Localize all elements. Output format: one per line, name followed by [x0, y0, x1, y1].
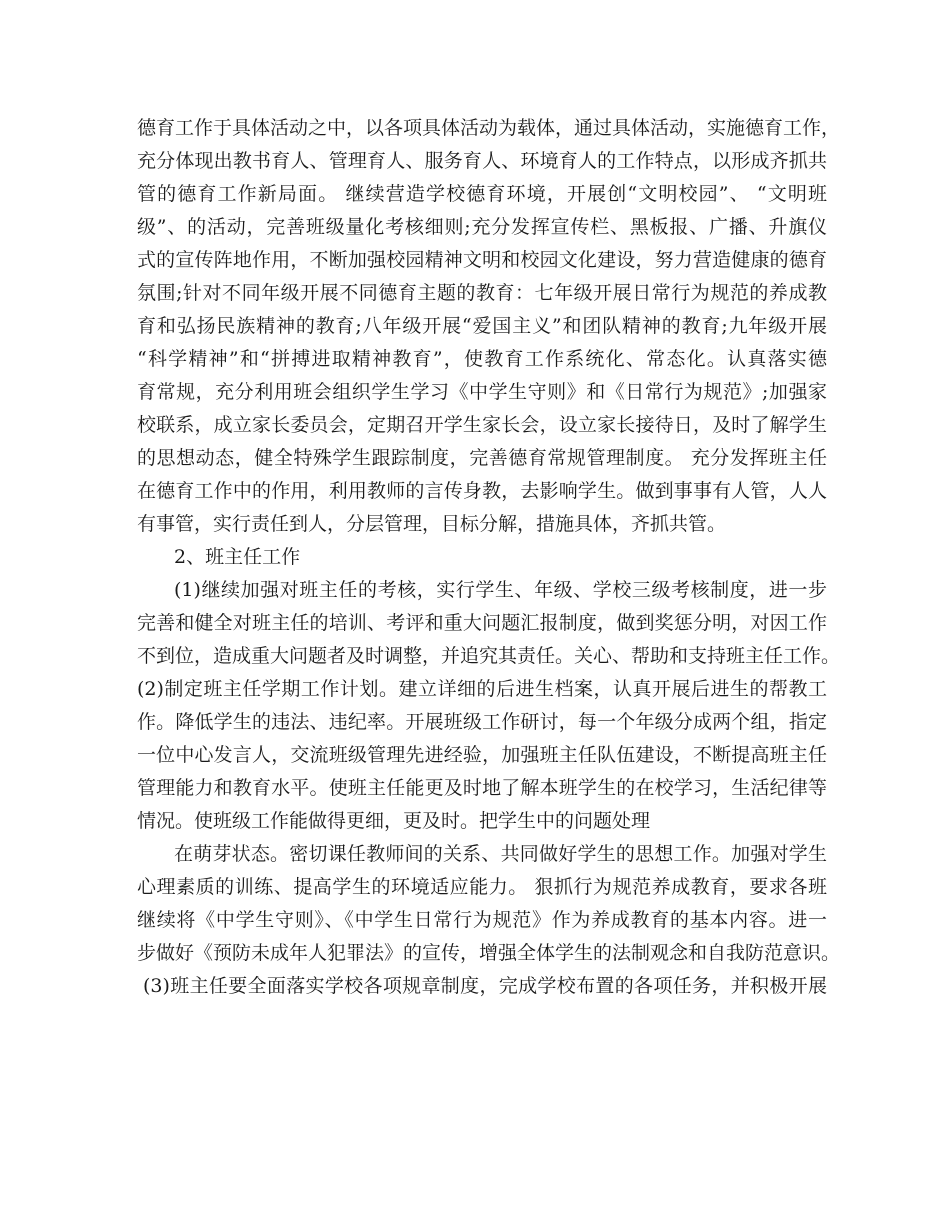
text-line: (3)班主任要全面落实学校各项规章制度，完成学校布置的各项任务，并积极开展 [143, 975, 827, 997]
text-line: 有事管，实行责任到人，分层管理，目标分解，措施具体，齐抓共管。 [137, 513, 727, 535]
text-line: 管的德育工作新局面。 继续营造学校德育环境，开展创“文明校园”、 “文明班 [137, 183, 827, 205]
section-heading: 2、班主任工作 [174, 546, 301, 568]
text-line: 育常规，充分利用班会组织学生学习《中学生守则》和《日常行为规范》;加强家 [137, 381, 827, 403]
text-line: 在德育工作中的作用，利用教师的言传身教，去影响学生。做到事事有人管，人人 [137, 480, 827, 502]
text-line: 步做好《预防未成年人犯罪法》的宣传，增强全体学生的法制观念和自我防范意识。 [137, 942, 841, 964]
text-line: 级”、的活动，完善班级量化考核细则;充分发挥宣传栏、黑板报、广播、升旗仪 [137, 216, 827, 238]
text-line: 在萌芽状态。密切课任教师间的关系、共同做好学生的思想工作。加强对学生 [174, 843, 827, 865]
text-line: 充分体现出教书育人、管理育人、服务育人、环境育人的工作特点，以形成齐抓共 [137, 150, 827, 172]
text-line: 完善和健全对班主任的培训、考评和重大问题汇报制度，做到奖惩分明，对因工作 [137, 612, 827, 634]
text-line: 校联系，成立家长委员会，定期召开学生家长会，设立家长接待日，及时了解学生 [137, 414, 827, 436]
text-line: 继续将《中学生守则》、《中学生日常行为规范》作为养成教育的基本内容。进一 [137, 909, 827, 931]
text-line: 氛围;针对不同年级开展不同德育主题的教育：七年级开展日常行为规范的养成教 [137, 282, 827, 304]
text-line: 管理能力和教育水平。使班主任能更及时地了解本班学生的在校学习，生活纪律等 [137, 777, 827, 799]
text-line: (2)制定班主任学期工作计划。建立详细的后进生档案，认真开展后进生的帮教工 [137, 678, 827, 700]
text-line: 德育工作于具体活动之中，以各项具体活动为载体，通过具体活动，实施德育工作， [137, 117, 841, 139]
text-line: 育和弘扬民族精神的教育;八年级开展“爱国主义”和团队精神的教育;九年级开展 [137, 315, 827, 337]
text-line: 情况。使班级工作能做得更细，更及时。把学生中的问题处理 [137, 810, 651, 832]
text-line: 心理素质的训练、提高学生的环境适应能力。 狠抓行为规范养成教育，要求各班 [137, 876, 827, 898]
text-line: (1)继续加强对班主任的考核，实行学生、年级、学校三级考核制度，进一步 [174, 579, 827, 601]
text-line: 不到位，造成重大问题者及时调整，并追究其责任。关心、帮助和支持班主任工作。 [137, 645, 841, 667]
text-line: 式的宣传阵地作用，不断加强校园精神文明和校园文化建设，努力营造健康的德育 [137, 249, 827, 271]
text-line: “科学精神”和“拼搏进取精神教育”，使教育工作系统化、常态化。认真落实德 [137, 348, 827, 370]
text-line: 一位中心发言人，交流班级管理先进经验，加强班主任队伍建设，不断提高班主任 [137, 744, 827, 766]
text-line: 的思想动态，健全特殊学生跟踪制度，完善德育常规管理制度。 充分发挥班主任 [137, 447, 827, 469]
text-line: 作。降低学生的违法、违纪率。开展班级工作研讨，每一个年级分成两个组，指定 [137, 711, 827, 733]
